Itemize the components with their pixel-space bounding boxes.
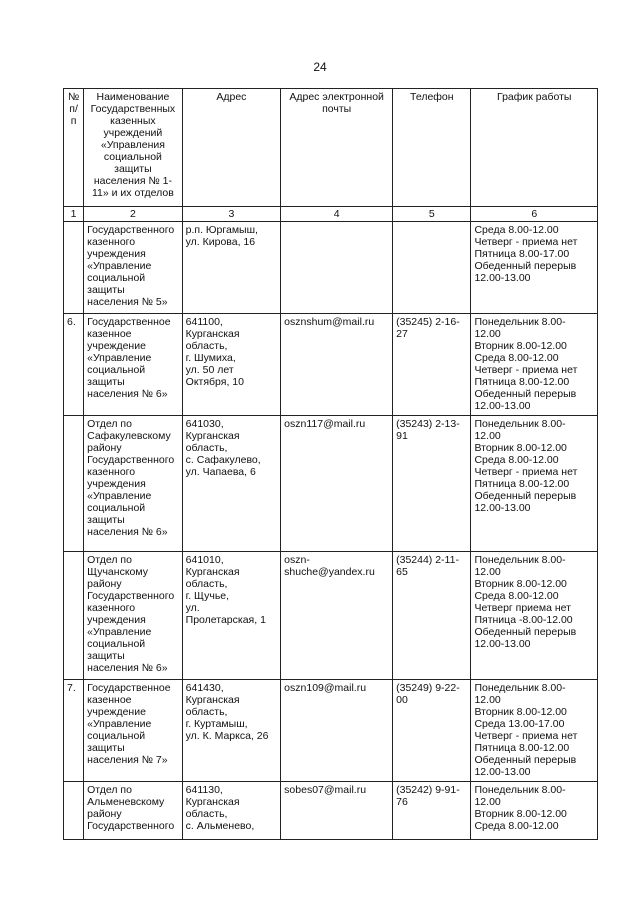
department-phone: (35244) 2-11- 65 xyxy=(393,552,471,680)
table-row xyxy=(64,782,598,840)
header-row xyxy=(64,89,598,207)
institution-email: oszn109@mail.ru xyxy=(281,680,393,782)
row-num xyxy=(64,552,84,680)
department-email: oszn- shuche@yandex.ru xyxy=(281,552,393,680)
institution-name: Государственного казенного учреждения «Управление социальной защиты населения № 5» xyxy=(84,222,183,314)
row-num xyxy=(64,416,84,552)
institution-phone: (35249) 9-22- 00 xyxy=(393,680,471,782)
row-num xyxy=(64,782,84,840)
institution-schedule: Понедельник 8.00- 12.00 Вторник 8.00-12.00 Среда 8.00-12.00 Четверг - приема нет Пятница 8.00-12.00 Обеденный перерыв 12.00-13.00 xyxy=(471,314,598,416)
department-schedule: Понедельник 8.00- 12.00 Вторник 8.00-12.00 Среда 8.00-12.00 Четверг - приема нет Пятница 8.00-12.00 Обеденный перерыв 12.00-13.00 xyxy=(471,416,598,552)
institution-address: 641430, Курганская область, г. Куртамыш, ул. К. Маркса, 26 xyxy=(182,680,281,782)
department-address: 641010, Курганская область, г. Щучье, ул. Пролетарская, 1 xyxy=(182,552,281,680)
institution-phone: (35245) 2-16- 27 xyxy=(393,314,471,416)
header-name: Наименование Государственных казенных учреждений «Управления социальной защиты населения № 1- 11» и их отделов xyxy=(84,89,183,207)
table-row xyxy=(64,416,598,552)
institution-schedule: Понедельник 8.00- 12.00 Вторник 8.00-12.00 Среда 13.00-17.00 Четверг - приема нет Пятница 8.00-12.00 Обеденный перерыв 12.00-13.00 xyxy=(471,680,598,782)
institution-phone xyxy=(393,222,471,314)
department-address: 641130, Курганская область, с. Альменево, xyxy=(182,782,281,840)
header-email: Адрес электронной почты xyxy=(281,89,393,207)
header-phone: Телефон xyxy=(393,89,471,207)
column-number: 3 xyxy=(182,207,281,222)
row-num: 6. xyxy=(64,314,84,416)
department-schedule: Понедельник 8.00- 12.00 Вторник 8.00-12.00 Среда 8.00-12.00 xyxy=(471,782,598,840)
department-phone: (35243) 2-13- 91 xyxy=(393,416,471,552)
header-schedule: График работы xyxy=(471,89,598,207)
column-numbers-row xyxy=(64,207,598,222)
institution-name: Государственное казенное учреждение «Управление социальной защиты населения № 7» xyxy=(84,680,183,782)
institution-email: osznshum@mail.ru xyxy=(281,314,393,416)
header-num: № п/п xyxy=(64,89,84,207)
table-row xyxy=(64,680,598,782)
institution-name: Государственное казенное учреждение «Управление социальной защиты населения № 6» xyxy=(84,314,183,416)
institution-email xyxy=(281,222,393,314)
department-email: oszn117@mail.ru xyxy=(281,416,393,552)
row-num: 7. xyxy=(64,680,84,782)
department-address: 641030, Курганская область, с. Сафакулево, ул. Чапаева, 6 xyxy=(182,416,281,552)
table-row xyxy=(64,222,598,314)
column-number: 1 xyxy=(64,207,84,222)
column-number: 6 xyxy=(471,207,598,222)
department-schedule: Понедельник 8.00- 12.00 Вторник 8.00-12.00 Среда 8.00-12.00 Четверг приема нет Пятница -8.00-12.00 Обеденный перерыв 12.00-13.00 xyxy=(471,552,598,680)
department-name: Отдел по Сафакулевскому району Государственного казенного учреждения «Управление социальной защиты населения № 6» xyxy=(84,416,183,552)
page-number: 24 xyxy=(313,60,327,74)
institutions-table xyxy=(63,88,598,840)
institution-address: р.п. Юргамыш, ул. Кирова, 16 xyxy=(182,222,281,314)
department-name: Отдел по Альменевскому району Государственного xyxy=(84,782,183,840)
column-number: 5 xyxy=(393,207,471,222)
table-row xyxy=(64,314,598,416)
department-email: sobes07@mail.ru xyxy=(281,782,393,840)
institution-address: 641100, Курганская область, г. Шумиха, ул. 50 лет Октября, 10 xyxy=(182,314,281,416)
column-number: 2 xyxy=(84,207,183,222)
department-name: Отдел по Щучанскому району Государственного казенного учреждения «Управление социальной защиты населения № 6» xyxy=(84,552,183,680)
header-address: Адрес xyxy=(182,89,281,207)
institution-schedule: Среда 8.00-12.00 Четверг - приема нет Пятница 8.00-17.00 Обеденный перерыв 12.00-13.00 xyxy=(471,222,598,314)
table-row xyxy=(64,552,598,680)
row-num xyxy=(64,222,84,314)
department-phone: (35242) 9-91- 76 xyxy=(393,782,471,840)
column-number: 4 xyxy=(281,207,393,222)
